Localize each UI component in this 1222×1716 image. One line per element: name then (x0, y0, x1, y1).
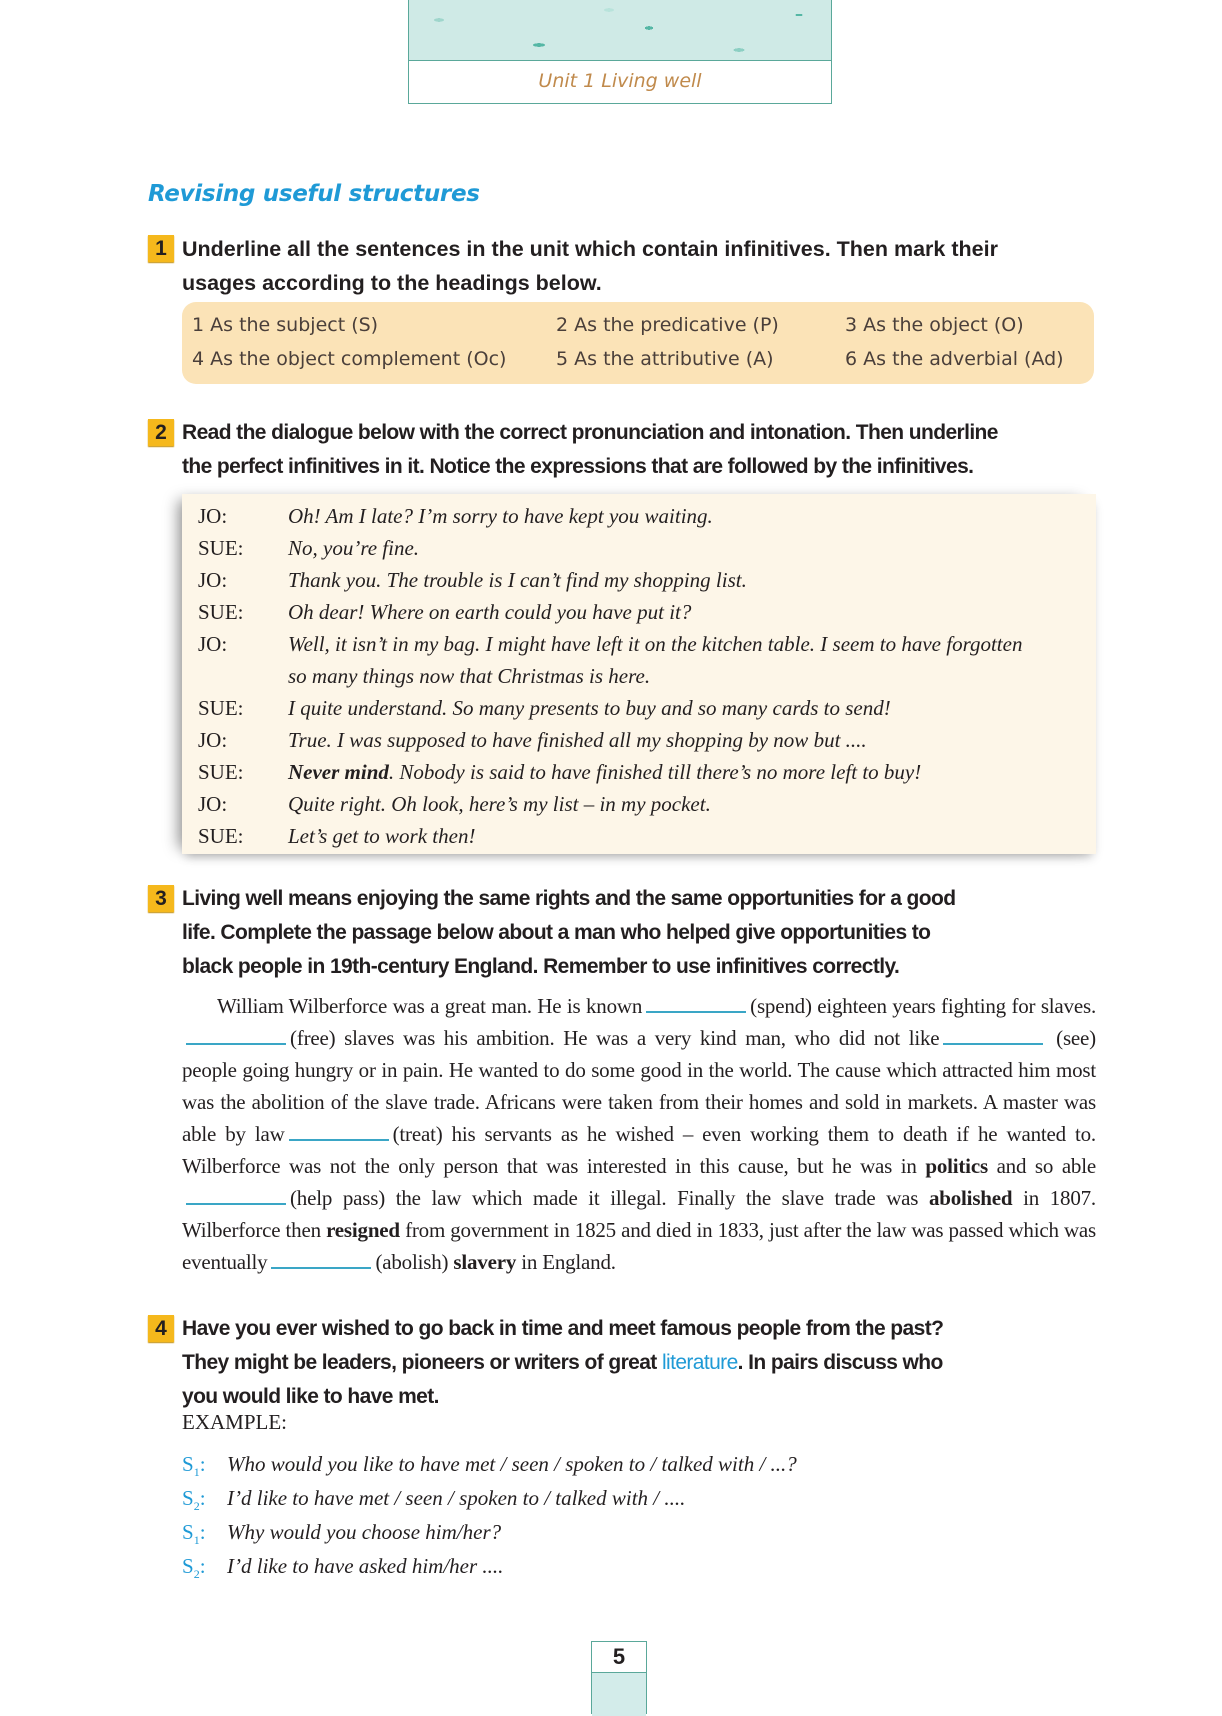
usage-headings-box (182, 302, 1094, 384)
bold-word: abolished (928, 1186, 1013, 1210)
bold-phrase: Never mind (288, 760, 389, 784)
example-text: I’d like to have asked him/her .... (227, 1554, 504, 1578)
usage-item: 6 As the adverbial (Ad) (845, 348, 1064, 370)
speaker-label: $S_2$: (182, 1486, 206, 1514)
dialogue-line: No, you’re fine. (288, 536, 420, 560)
instruction-line: the perfect infinitives in it. Notice the expressions that are followed by the infinitives. (182, 455, 974, 478)
task-3 (148, 882, 1098, 984)
usage-item: 1 As the subject (S) (192, 314, 379, 336)
task-2 (148, 416, 1098, 484)
task-instruction (182, 1312, 1098, 1414)
instruction-line: you would like to have met. (182, 1385, 439, 1408)
usage-item: 2 As the predicative (P) (556, 314, 779, 336)
task-number-badge: 2 (148, 419, 174, 446)
instruction-line (182, 1346, 1098, 1380)
task-instruction (182, 882, 1098, 984)
answer-blank[interactable] (271, 1249, 371, 1269)
passage-text: (spend) eighteen years fighting for slaves. (750, 994, 1096, 1018)
answer-blank[interactable] (289, 1121, 389, 1141)
task-1 (148, 232, 1098, 300)
task-instruction (182, 416, 1098, 484)
passage-text: (see) people going hungry or in pain. He wanted to do some good in the world. The cause which attracted him most was the abolition of the slave trade. Africans were taken from their homes and sold in markets. A master was able by law (182, 1026, 1096, 1146)
unit-header (408, 0, 832, 104)
passage-text: in 1807. Wilberforce then (182, 1186, 1096, 1242)
example-text: Who would you like to have met / seen / spoken to / talked with / ...? (227, 1452, 797, 1476)
passage-text: from government in 1825 and died in 1833, just after the law was passed which was eventually (182, 1218, 1096, 1274)
dialogue-line: so many things now that Christmas is here. (288, 664, 651, 688)
instruction-text: They might be leaders, pioneers or writers of great (182, 1351, 657, 1374)
speaker: SUE: (198, 536, 244, 560)
dialogue-line: Well, it isn’t in my bag. I might have left it on the kitchen table. I seem to have forgotten (288, 632, 1023, 656)
speaker: SUE: (198, 760, 244, 784)
task-4 (148, 1312, 1098, 1414)
highlighted-word: literature (661, 1351, 738, 1374)
passage-text: in England. (521, 1250, 616, 1274)
example-text: Why would you choose him/her? (227, 1520, 502, 1544)
answer-blank[interactable] (186, 1025, 286, 1045)
bold-word: slavery (453, 1250, 517, 1274)
answer-blank[interactable] (186, 1185, 286, 1205)
dialogue-line: Thank you. The trouble is I can’t find my shopping list. (288, 568, 747, 592)
instruction-line: Have you ever wished to go back in time and meet famous people from the past? (182, 1317, 944, 1340)
page-number: 5 (592, 1642, 646, 1673)
unit-title: Unit 1 Living well (538, 70, 702, 92)
task-number-badge: 4 (148, 1315, 174, 1342)
instruction-line: Living well means enjoying the same rights and the same opportunities for a good (182, 887, 956, 910)
task-number-badge: 1 (148, 235, 174, 262)
page-number-box (591, 1641, 647, 1714)
dialogue-line: Let’s get to work then! (288, 824, 476, 848)
passage-text: (abolish) (375, 1250, 449, 1274)
instruction-line: black people in 19th-century England. Remember to use infinitives correctly. (182, 955, 900, 978)
speaker-label: $S_1$: (182, 1452, 206, 1480)
answer-blank[interactable] (646, 993, 746, 1013)
passage-text: (free) slaves was his ambition. He was a very kind man, who did not like (290, 1026, 940, 1050)
speaker: SUE: (198, 696, 244, 720)
passage-text: and so able (996, 1154, 1096, 1178)
speaker: JO: (198, 792, 228, 816)
dialogue-text: . Nobody is said to have finished till there’s no more left to buy! (388, 760, 922, 784)
dialogue-line: Oh! Am I late? I’m sorry to have kept you waiting. (288, 504, 713, 528)
dialogue-line: True. I was supposed to have finished all my shopping by now but .... (288, 728, 867, 752)
instruction-line: life. Complete the passage below about a man who helped give opportunities to (182, 921, 931, 944)
speaker: SUE: (198, 600, 244, 624)
passage-text: (treat) his servants as he wished – even working them to death if he wanted to. Wilberforce was not the only person that was interested in this cause, but he was in (182, 1122, 1096, 1178)
instruction-line: usages according to the headings below. (182, 271, 602, 295)
instruction-line: Read the dialogue below with the correct pronunciation and intonation. Then underline (182, 421, 998, 444)
dialogue-line: Oh dear! Where on earth could you have put it? (288, 600, 692, 624)
speaker: JO: (198, 504, 228, 528)
bold-word: resigned (326, 1218, 400, 1242)
example-text: I’d like to have met / seen / spoken to / talked with / .... (227, 1486, 686, 1510)
page-number-decoration (592, 1673, 646, 1716)
speaker-label: $S_1$: (182, 1520, 206, 1548)
task-instruction (182, 232, 1098, 300)
passage-text: William Wilberforce was a great man. He is known (217, 994, 643, 1018)
instruction-line: Underline all the sentences in the unit which contain infinitives. Then mark their (182, 237, 998, 261)
usage-item: 3 As the object (O) (845, 314, 1024, 336)
task-number-badge: 3 (148, 885, 174, 912)
speaker: SUE: (198, 824, 244, 848)
usage-item: 4 As the object complement (Oc) (192, 348, 507, 370)
speaker: JO: (198, 728, 228, 752)
dialogue-line: Quite right. Oh look, here’s my list – in my pocket. (288, 792, 711, 816)
usage-item: 5 As the attributive (A) (556, 348, 774, 370)
example-label: EXAMPLE: (182, 1410, 287, 1434)
passage-text: (help pass) the law which made it illegal. Finally the slave trade was (290, 1186, 919, 1210)
speaker-label: $S_2$: (182, 1554, 206, 1582)
section-title: Revising useful structures (148, 181, 480, 207)
bold-word: politics (925, 1154, 988, 1178)
instruction-text: . In pairs discuss who (737, 1351, 943, 1374)
dialogue-line (288, 756, 921, 788)
header-decorative-image (409, 0, 831, 61)
dialogue-line: I quite understand. So many presents to buy and so many cards to send! (288, 696, 891, 720)
speaker: JO: (198, 568, 228, 592)
fill-in-passage (182, 990, 1096, 1278)
answer-blank[interactable] (943, 1025, 1043, 1045)
speaker: JO: (198, 632, 228, 656)
dialogue-box (182, 494, 1096, 854)
